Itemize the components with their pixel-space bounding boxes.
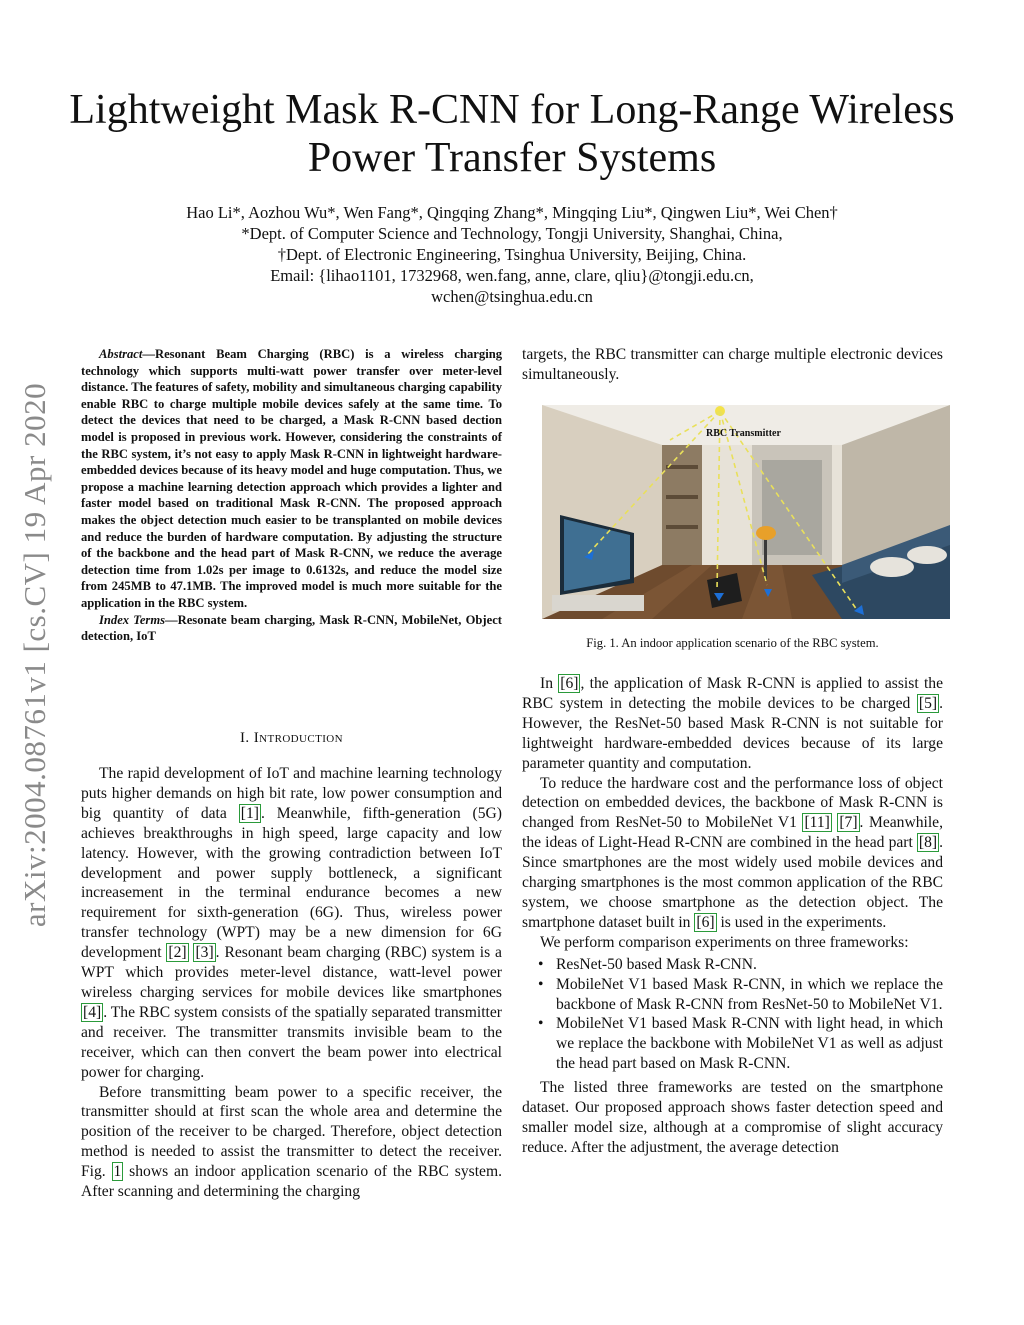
room-illustration xyxy=(542,405,950,619)
email-line-2: wchen@tsinghua.edu.cn xyxy=(431,287,593,306)
author-list: Hao Li*, Aozhou Wu*, Wen Fang*, Qingqing Zhang*, Mingqing Liu*, Qingwen Liu*, Wei Chen† xyxy=(186,203,838,222)
right-paragraph-continued: targets, the RBC transmitter can charge multiple electronic devices simultaneously. xyxy=(522,346,943,383)
index-terms-text: —Resonate beam charging, Mask R-CNN, MobileNet, Object detection, IoT xyxy=(81,612,502,644)
right-column-body xyxy=(522,674,943,1158)
affiliation-1: *Dept. of Computer Science and Technology, Tongji University, Shanghai, China, xyxy=(241,224,783,243)
framework-list xyxy=(522,955,943,1074)
right-paragraph-4: The listed three frameworks are tested on the smartphone dataset. Our proposed approach shows faster detection speed and smaller model size, although at a compromise of slight accuracy reduce. After the adjustment, the average detection xyxy=(522,1079,943,1156)
citation-link[interactable]: [6] xyxy=(560,675,579,692)
index-terms xyxy=(81,612,502,645)
abstract-label: Abstract xyxy=(99,347,143,361)
author-block xyxy=(60,202,964,307)
index-terms-label: Index Terms xyxy=(99,612,166,627)
right-paragraph-1: In [6] , the application of Mask R-CNN is applied to assist the RBC system in detecting the mobile devices to be charged [5] . However, the ResNet-50 based Mask R-CNN is not suitable for lightweight hardware-embedded devices because of its large parameter quantity and computation. xyxy=(522,675,943,772)
intro-paragraph-2: Before transmitting beam power to a specific receiver, the transmitter should at first scan the whole area and determine the position of the receiver to be charged. Therefore, object detection method is needed to assist the transmitter to detect the receiver. Fig. 1 shows an indoor application scenario of the RBC system. After scanning and determining the charging xyxy=(81,1083,502,1201)
introduction-body xyxy=(81,764,502,1202)
right-column-top xyxy=(522,345,943,385)
citation-link[interactable]: [2] xyxy=(168,944,187,962)
affiliation-2: †Dept. of Electronic Engineering, Tsinghua University, Beijing, China. xyxy=(277,245,747,264)
email-line-1: Email: {lihao1101, 1732968, wen.fang, anne, clare, qliu}@tongji.edu.cn, xyxy=(270,266,754,285)
citation-link[interactable]: [6] xyxy=(696,913,715,931)
arxiv-sidebar xyxy=(10,345,60,965)
citation-link[interactable]: [8] xyxy=(918,834,938,852)
figure-1-image xyxy=(542,405,950,619)
title-line-2: Power Transfer Systems xyxy=(307,135,717,181)
citation-link[interactable]: [1] xyxy=(240,804,259,822)
left-column xyxy=(81,346,502,645)
abstract-text: —Resonant Beam Charging (RBC) is a wireless charging technology which supports multi-watt power transfer over meter-level distance. The features of safety, mobility and simultaneous charging capability enable RBC to charge multiple mobile devices safely at the same time. To detect the devices that need to be charged, a Mask R-CNN based dection model is proposed in previous work. However, considering the constraints of the RBC system, it’s not easy to apply Mask R-CNN in lightweight hardware-embedded devices because of its heavy model and huge computation. Thus, we propose a machine learning detection approach which provides a lighter and faster model based on traditional Mask R-CNN. The proposed approach makes the object detection much easier to be transplanted on mobile devices and reduce the burden of hardware computation. By adjusting the structure of the backbone and the head part of Mask R-CNN, we reduce the average detection time from 1.02s per image to 0.6132s, and reduce the model size from 245MB to 47.1MB. The improved model is much more suitable for the application in the RBC system. xyxy=(81,347,502,610)
figure-label-rbc-transmitter: RBC Transmitter xyxy=(706,428,781,439)
citation-link[interactable]: [11] xyxy=(804,814,830,832)
list-item: • ResNet-50 based Mask R-CNN. xyxy=(556,955,943,975)
figure-reference-link[interactable]: 1 xyxy=(113,1163,122,1181)
list-item: • MobileNet V1 based Mask R-CNN, in which we replace the backbone of Mask R-CNN from ResNet-50 to MobileNet V1. xyxy=(556,975,943,1015)
title-line-1: Lightweight Mask R-CNN for Long-Range Wireless xyxy=(69,87,955,133)
section-heading-introduction xyxy=(81,729,502,749)
citation-link[interactable]: [7] xyxy=(839,814,858,832)
arxiv-id: arXiv:2004.08761v1 [cs.CV] 19 Apr 2020 xyxy=(17,382,52,928)
intro-paragraph-1: The rapid development of IoT and machine learning technology puts higher demands on high bit rate, low power consumption and big quantity of data [1] . Meanwhile, fifth-generation (5G) achieves breakthroughs in high speed, large capacity and low latency. However, with the growing contradiction between IoT development and power supply bottleneck, a significant increasement in the terminal endurance becomes a new requirement for sixth-generation (6G). Thus, wireless power transfer technology (WPT) may be a new dimension for 6G development [2] [3] . Resonant beam charging (RBC) system is a WPT which provides meter-level distance, watt-level power wireless charging services for mobile devices like smartphones [4] . The RBC system consists of the spatially separated transmitter and receiver. The transmitter transmits invisible beam to the receiver, which can then convert the beam power into electrical power for charging. xyxy=(81,765,502,1081)
abstract xyxy=(81,346,502,612)
citation-link[interactable]: [4] xyxy=(83,1003,102,1021)
citation-link[interactable]: [5] xyxy=(918,694,938,712)
paper-title xyxy=(60,86,964,182)
right-paragraph-2: To reduce the hardware cost and the performance loss of object detection on embedded devices, the backbone of Mask R-CNN is changed from ResNet-50 to MobileNet V1 [11] [7] . Meanwhile, the ideas of Light-Head R-CNN are combined in the head part [8] . Since smartphones are the most widely used mobile devices and charging smartphones is the most common application of the RBC system, we choose smartphone as the detection object. The smartphone dataset built in [6] is used in the experiments. xyxy=(522,774,943,931)
list-item: • MobileNet V1 based Mask R-CNN with light head, in which we replace the backbone with MobileNet V1 as well as adjust the head part based on Mask R-CNN. xyxy=(556,1014,943,1074)
citation-link[interactable]: [3] xyxy=(195,944,214,962)
section-heading-text: I. Introduction xyxy=(240,730,343,746)
figure-caption: Fig. 1. An indoor application scenario of the RBC system. xyxy=(586,636,879,650)
right-paragraph-3: We perform comparison experiments on three frameworks: xyxy=(540,933,909,951)
